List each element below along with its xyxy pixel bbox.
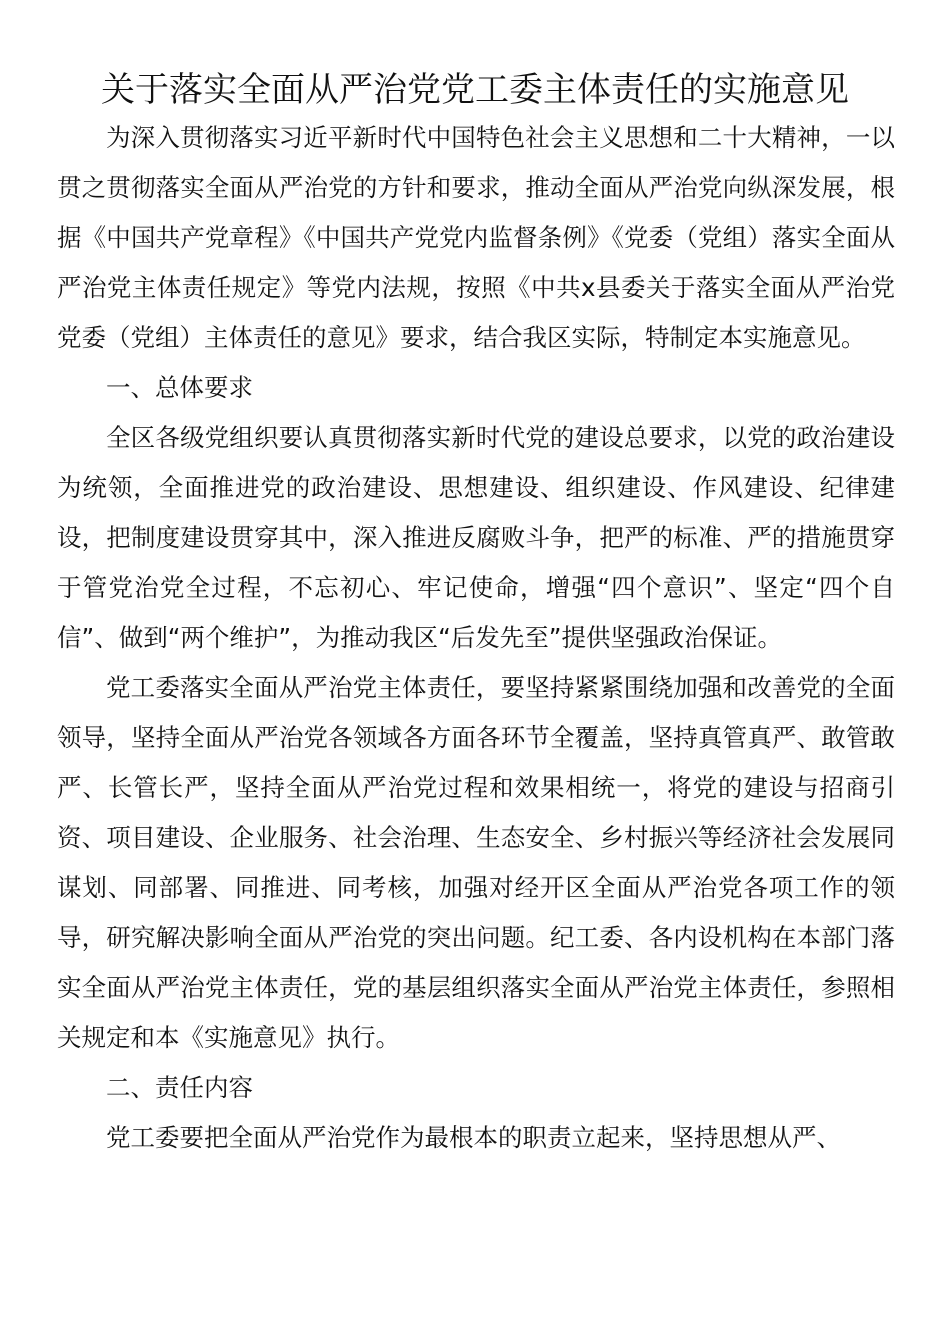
paragraph-main-responsibility: 党工委落实全面从严治党主体责任，要坚持紧紧围绕加强和改善党的全面领导，坚持全面从严治党各领域各方面各环节全覆盖，坚持真管真严、敢管敢严、长管长严，坚持全面从严治党过程和效果相统一，将党的建设与招商引资、项目建设、企业服务、社会治理、生态安全、乡村振兴等经济社会发展同谋划、同部署、同推进、同考核，加强对经开区全面从严治党各项工作的领导，研究解决影响全面从严治党的突出问题。纪工委、各内设机构在本部门落实全面从严治党主体责任，党的基层组织落实全面从严治党主体责任，参照相关规定和本《实施意见》执行。 — [57, 673, 895, 1052]
document-title: 关于落实全面从严治党党工委主体责任的实施意见 — [101, 70, 849, 110]
paragraph-intro: 为深入贯彻落实习近平新时代中国特色社会主义思想和二十大精神，一以贯之贯彻落实全面从严治党的方针和要求，推动全面从严治党向纵深发展，根据《中国共产党章程》《中国共产党党内监督条例》《党委（党组）落实全面从严治党主体责任规定》等党内法规，按照《中共x县委关于落实全面从严治党党委（党组）主体责任的意见》要求，结合我区实际，特制定本实施意见。 — [57, 123, 895, 352]
paragraph-general-requirements: 全区各级党组织要认真贯彻落实新时代党的建设总要求，以党的政治建设为统领，全面推进党的政治建设、思想建设、组织建设、作风建设、纪律建设，把制度建设贯穿其中，深入推进反腐败斗争，把严的标准、严的措施贯穿于管党治党全过程，不忘初心、牢记使命，增强“四个意识”、坚定“四个自信”、做到“两个维护”，为推动我区“后发先至”提供坚强政治保证。 — [57, 423, 895, 652]
section-heading-responsibility-content: 二、责任内容 — [106, 1073, 253, 1102]
section-heading-general-requirements: 一、总体要求 — [106, 373, 253, 402]
document-body — [57, 113, 895, 1163]
paragraph-responsibility-content: 党工委要把全面从严治党作为最根本的职责立起来，坚持思想从严、 — [106, 1123, 841, 1152]
